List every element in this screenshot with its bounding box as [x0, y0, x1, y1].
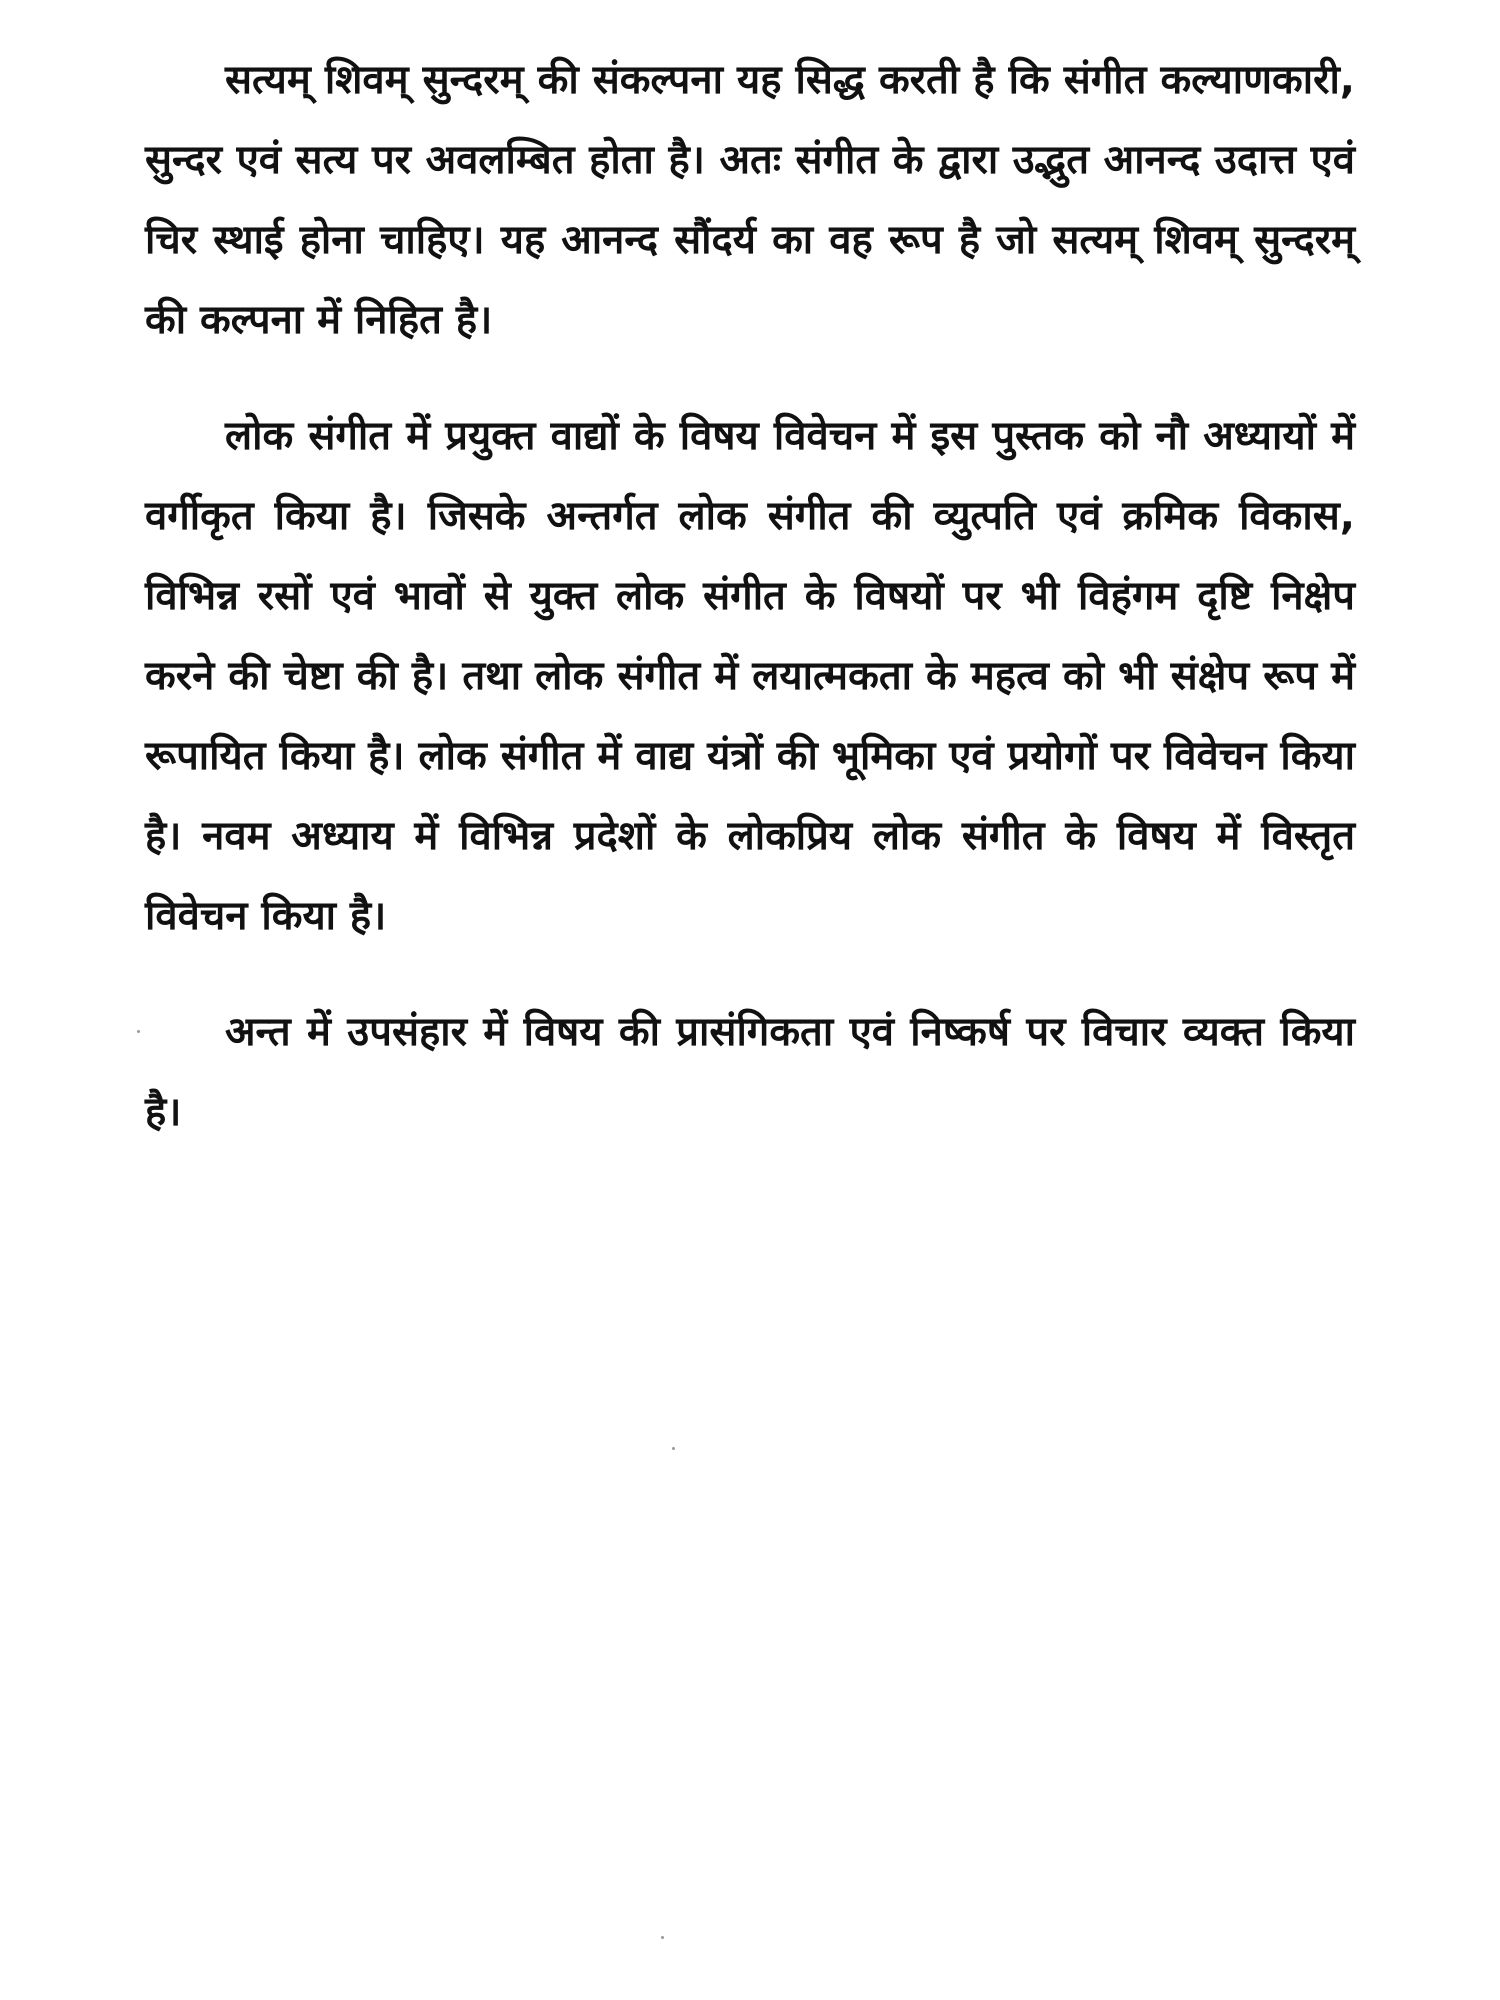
paragraph-satyam-shivam-sundaram: सत्यम् शिवम् सुन्दरम् की संकल्पना यह सिद्ध करती है कि संगीत कल्याणकारी, सुन्दर एवं सत्य पर अवलम्बित होता है। अतः संगीत के द्वारा उद्भुत आनन्द उदात्त एवं चिर स्थाई होना चाहिए। यह आनन्द सौंदर्य का वह रूप है जो सत्यम् शिवम् सुन्दरम् की कल्पना में निहित है।	[145, 57, 1355, 343]
scan-speck	[137, 1030, 140, 1033]
scan-speck	[661, 1936, 664, 1939]
scan-speck	[672, 1447, 675, 1450]
paragraph-conclusion: अन्त में उपसंहार में विषय की प्रासंगिकता एवं निष्कर्ष पर विचार व्यक्त किया है।	[145, 1009, 1355, 1135]
paragraph-chapter-overview: लोक संगीत में प्रयुक्त वाद्यों के विषय विवेचन में इस पुस्तक को नौ अध्यायों में वर्गीकृत किया है। जिसके अन्तर्गत लोक संगीत की व्युत्पति एवं क्रमिक विकास, विभिन्न रसों एवं भावों से युक्त लोक संगीत के विषयों पर भी विहंगम दृष्टि निक्षेप करने की चेष्टा की है। तथा लोक संगीत में लयात्मकता के महत्व को भी संक्षेप रूप में रूपायित किया है। लोक संगीत में वाद्य यंत्रों की भूमिका एवं प्रयोगों पर विवेचन किया है। नवम अध्याय में विभिन्न प्रदेशों के लोकप्रिय लोक संगीत के विषय में विस्तृत विवेचन किया है।	[145, 413, 1355, 939]
body-text	[145, 40, 1355, 1152]
